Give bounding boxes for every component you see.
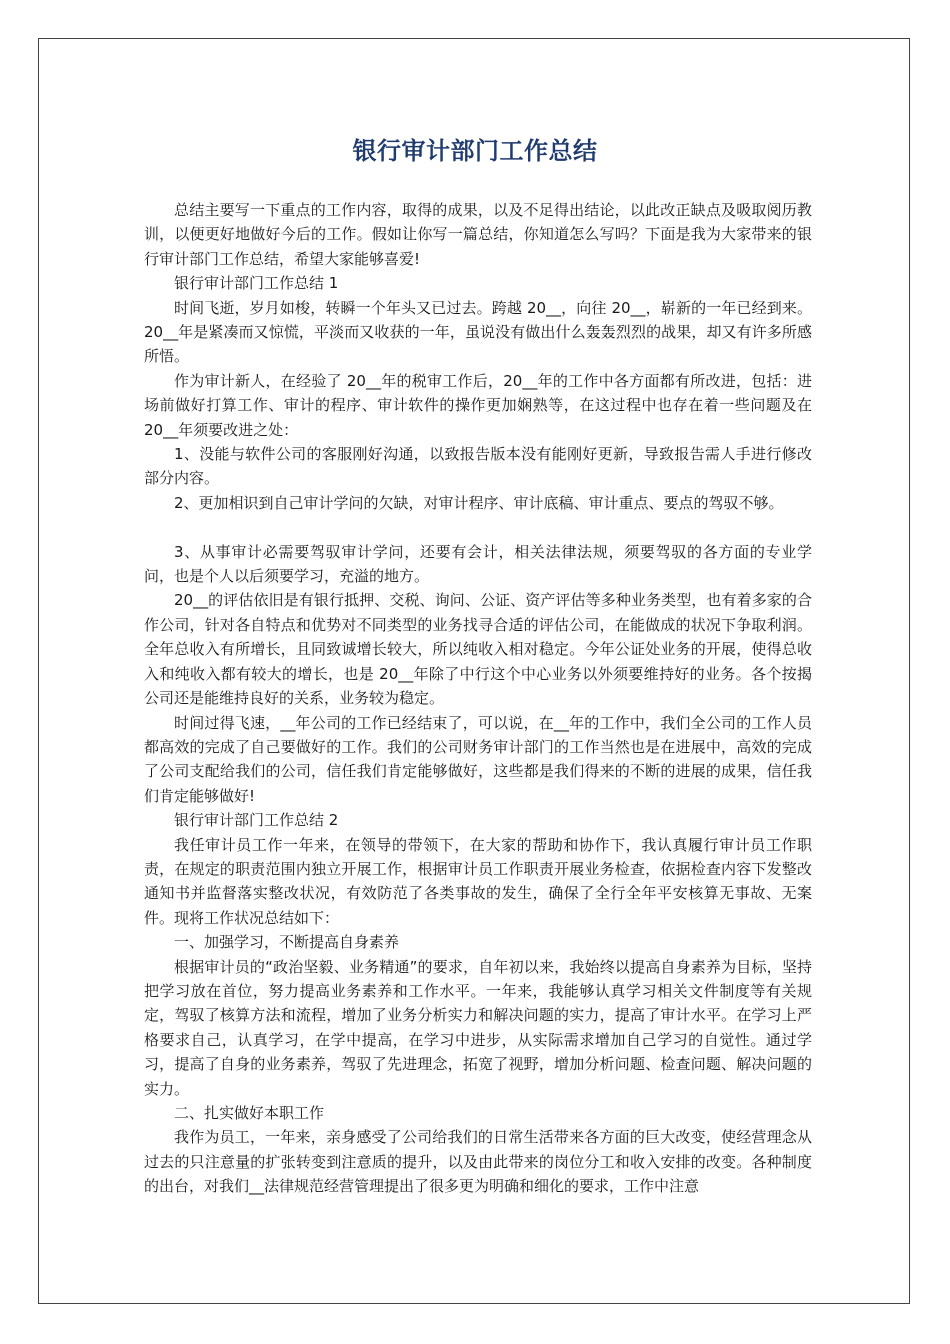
document-body [144, 198, 812, 1199]
list-item-3: 3、从事审计必需要驾驭审计学问，还要有会计，相关法律法规，须要驾驭的各方面的专业学问，也是个人以后须要学习，充溢的地方。 [144, 542, 812, 586]
paragraph: 我作为员工，一年来，亲身感受了公司给我们的日常生活带来各方面的巨大改变，使经营理念从过去的只注意量的扩张转变到注意质的提升，以及由此带来的岗位分工和收入安排的改变。各种制度的出台，对我们__法律规范经营管理提出了很多更为明确和细化的要求，工作中注意 [144, 1128, 812, 1196]
paragraph: 时间飞逝，岁月如梭，转瞬一个年头又已过去。跨越 20__，向往 20__，崭新的一年已经到来。20__年是紧凑而又惊慌，平淡而又收获的一年，虽说没有做出什么轰轰烈烈的战果，却又有许多所感所悟。 [144, 298, 812, 366]
paragraph: 20__的评估依旧是有银行抵押、交税、询问、公证、资产评估等多种业务类型，也有着多家的合作公司，针对各自特点和优势对不同类型的业务找寻合适的评估公司，在能做成的状况下争取利润。全年总收入有所增长，且同致诚增长较大，所以纯收入相对稳定。今年公证处业务的开展，使得总收入和纯收入都有较大的增长，也是 20__年除了中行这个中心业务以外须要维持好的业务。各个按揭公司还是能维持良好的关系，业务较为稳定。 [144, 591, 812, 708]
paragraph: 根据审计员的“政治坚毅、业务精通”的要求，自年初以来，我始终以提高自身素养为目标，坚持把学习放在首位，努力提高业务素养和工作水平。一年来，我能够认真学习相关文件制度等有关规定，驾驭了核算方法和流程，增加了业务分析实力和解决问题的实力，提高了审计水平。在学习上严格要求自己，认真学习，在学中提高，在学习中进步，从实际需求增加自己学习的自觉性。通过学习，提高了自身的业务素养，驾驭了先进理念，拓宽了视野，增加分析问题、检查问题、解决问题的实力。 [144, 957, 812, 1098]
paragraph-intro: 总结主要写一下重点的工作内容，取得的成果，以及不足得出结论，以此改正缺点及吸取阅历教训，以便更好地做好今后的工作。假如让你写一篇总结，你知道怎么写吗？下面是我为大家带来的银行审计部门工作总结，希望大家能够喜爱! [144, 201, 812, 268]
subheading-2: 二、扎实做好本职工作 [174, 1104, 325, 1123]
subheading-1: 一、加强学习，不断提高自身素养 [174, 933, 400, 952]
list-item-2: 2、更加相识到自己审计学问的欠缺，对审计程序、审计底稿、审计重点、要点的驾驭不够。 [174, 493, 784, 512]
list-item-1: 1、没能与软件公司的客服刚好沟通，以致报告版本没有能刚好更新，导致报告需人手进行修改部分内容。 [144, 445, 812, 488]
paragraph: 我任审计员工作一年来，在领导的带领下，在大家的帮助和协作下，我认真履行审计员工作职责，在规定的职责范围内独立开展工作，根据审计员工作职责开展业务检查，依据检查内容下发整改通知书并监督落实整改状况，有效防范了各类事故的发生，确保了全行全年平安核算无事故、无案件。现将工作状况总结如下： [144, 835, 812, 927]
blank-line [144, 515, 812, 539]
section-heading-1: 银行审计部门工作总结 1 [174, 274, 339, 293]
paragraph: 时间过得飞速，__年公司的工作已经结束了，可以说，在__年的工作中，我们全公司的工作人员都高效的完成了自己要做好的工作。我们的公司财务审计部门的工作当然也是在进展中，高效的完成了公司支配给我们的公司，信任我们肯定能够做好，这些都是我们得来的不断的进展的成果，信任我们肯定能够做好! [144, 713, 812, 805]
document-title: 银行审计部门工作总结 [352, 137, 598, 165]
section-heading-2: 银行审计部门工作总结 2 [174, 811, 339, 830]
paragraph: 作为审计新人，在经验了 20__年的税审工作后，20__年的工作中各方面都有所改进，包括：进场前做好打算工作、审计的程序、审计软件的操作更加娴熟等，在这过程中也存在着一些问题及在 20__年须要改进之处： [144, 371, 812, 439]
